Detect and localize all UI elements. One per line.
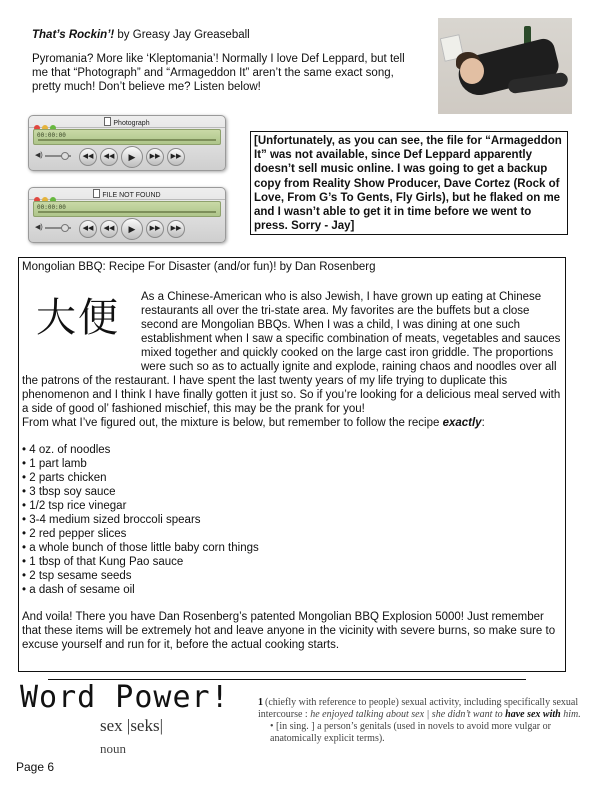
page-number: Page 6	[16, 760, 55, 774]
bbq-instructions	[22, 416, 562, 430]
definition-text: (chiefly with reference to people) sexual activity, including specifically sexual intercourse :	[258, 697, 579, 720]
transport-controls	[79, 146, 188, 168]
definition-main	[258, 697, 584, 721]
definition-subsense: • [in sing. ] a person’s genitals (used in novels to avoid more vulgar or anatomically explicit terms).	[270, 721, 551, 744]
audio-player-not-found[interactable]	[28, 187, 226, 243]
player-title-text: FILE NOT FOUND	[102, 192, 161, 199]
list-item: • 3-4 medium sized broccoli spears	[22, 513, 562, 527]
player-timecode: 00:00:00	[37, 132, 66, 139]
player-titlebar	[29, 116, 225, 128]
dictionary-word: sex |seks|	[100, 716, 163, 735]
play-button[interactable]: ▶	[121, 146, 143, 168]
word-power-title: Word Power!	[20, 680, 230, 715]
player-title	[29, 189, 225, 200]
volume-control[interactable]	[35, 223, 75, 231]
volume-slider-knob[interactable]	[61, 224, 69, 232]
definition-example-end: him.	[560, 709, 581, 720]
fast-forward-button[interactable]: ▶▶	[146, 220, 164, 238]
speaker-icon: ◀)	[35, 152, 43, 159]
transport-controls	[79, 218, 188, 240]
player-display	[33, 129, 221, 145]
rockin-heading	[32, 28, 412, 42]
list-item: • a dash of sesame oil	[22, 583, 562, 597]
author-photo	[438, 18, 572, 114]
ingredient-list	[22, 443, 562, 597]
instructions-lead: From what I’ve figured out, the mixture is below, but remember to follow the recipe	[22, 417, 443, 429]
rockin-article	[32, 28, 412, 104]
rockin-byline: by Greasy Jay Greaseball	[114, 29, 250, 41]
list-item: • 1/2 tsp rice vinegar	[22, 499, 562, 513]
list-item: • 1 part lamb	[22, 457, 562, 471]
list-item: • 2 red pepper slices	[22, 527, 562, 541]
photo-head	[460, 58, 484, 84]
player-display	[33, 201, 221, 217]
document-icon	[93, 189, 100, 198]
definition	[258, 697, 584, 745]
definition-example: he enjoyed talking about sex | she didn’t want to	[310, 709, 506, 720]
part-of-speech: noun	[100, 741, 126, 756]
go-to-end-button[interactable]: ▶▶	[167, 148, 185, 166]
speaker-icon: ◀)	[35, 224, 43, 231]
rewind-button[interactable]: ◀◀	[100, 148, 118, 166]
audio-player-photograph[interactable]	[28, 115, 226, 171]
player-title	[29, 117, 225, 128]
list-item: • 4 oz. of noodles	[22, 443, 562, 457]
list-item: • a whole bunch of those little baby corn things	[22, 541, 562, 555]
bbq-intro: As a Chinese-American who is also Jewish, I have grown up eating at Chinese restaurants all over the tri-state area. My favorites are the buffets but a close second are Mongolian BBQs. When I was a child, I was dining at one such establishment when I saw a specific combination of meats, vegetables and sauces mixed together and quickly cooked on the large cast iron griddle. The proportions were such so as to actually ignite and explode, raining chaos and noodles over all the patrons of the restaurant. I have spent the last twenty years of my life trying to duplicate this phenomenon and I think I have finally gotten it just so. So if you’re looking for a delicious meal served with a side of good ol’ fashioned mischief, this may be the prank for you!	[22, 291, 561, 415]
go-to-start-button[interactable]: ◀◀	[79, 220, 97, 238]
rockin-body: Pyromania? More like ‘Kleptomania’! Normally I love Def Leppard, but tell me that “Photograph” and “Armageddon It” aren’t the same exact song, pretty much! Don’t believe me? Listen below!	[32, 53, 405, 93]
play-button[interactable]: ▶	[121, 218, 143, 240]
definition-number: 1	[258, 697, 263, 708]
editor-notice: [Unfortunately, as you can see, the file for “Armageddon It” was not available, since Def Leppard apparently doesn’t sell music online. I was going to get a backup copy from Reality Show Producer, Dave Cortez (Rock of Love, From G’s To Gents, Fly Girls), but he flaked on me and I wasn’t able to get it in time before we went to press. Sorry - Jay]	[250, 131, 568, 235]
definition-example-bold: have sex with	[505, 709, 561, 720]
mongolian-bbq-article	[18, 257, 566, 672]
volume-slider-knob[interactable]	[61, 152, 69, 160]
bbq-heading: Mongolian BBQ: Recipe For Disaster (and/or fun)! by Dan Rosenberg	[22, 261, 376, 273]
list-item: • 2 parts chicken	[22, 471, 562, 485]
instructions-tail: :	[481, 417, 485, 429]
list-item: • 1 tbsp of that Kung Pao sauce	[22, 555, 562, 569]
instructions-emphasis: exactly	[442, 417, 482, 429]
progress-track[interactable]	[38, 211, 216, 213]
player-title-text: Photograph	[113, 120, 150, 127]
list-item: • 3 tbsp soy sauce	[22, 485, 562, 499]
rockin-title: That’s Rockin’!	[32, 29, 115, 41]
bbq-closing: And voila! There you have Dan Rosenberg’s patented Mongolian BBQ Explosion 5000! Just remember that these items will be extremely hot and leave anyone in the vicinity with severe burns, so make sure to excuse yourself and run for it, before the actual cooking starts.	[22, 611, 556, 651]
player-titlebar	[29, 188, 225, 200]
rewind-button[interactable]: ◀◀	[100, 220, 118, 238]
list-item: • 2 tsp sesame seeds	[22, 569, 562, 583]
go-to-start-button[interactable]: ◀◀	[79, 148, 97, 166]
player-timecode: 00:00:00	[37, 204, 66, 211]
go-to-end-button[interactable]: ▶▶	[167, 220, 185, 238]
volume-control[interactable]	[35, 151, 75, 159]
progress-track[interactable]	[38, 139, 216, 141]
document-icon	[104, 117, 111, 126]
fast-forward-button[interactable]: ▶▶	[146, 148, 164, 166]
kanji-logo: 大便	[36, 295, 120, 341]
